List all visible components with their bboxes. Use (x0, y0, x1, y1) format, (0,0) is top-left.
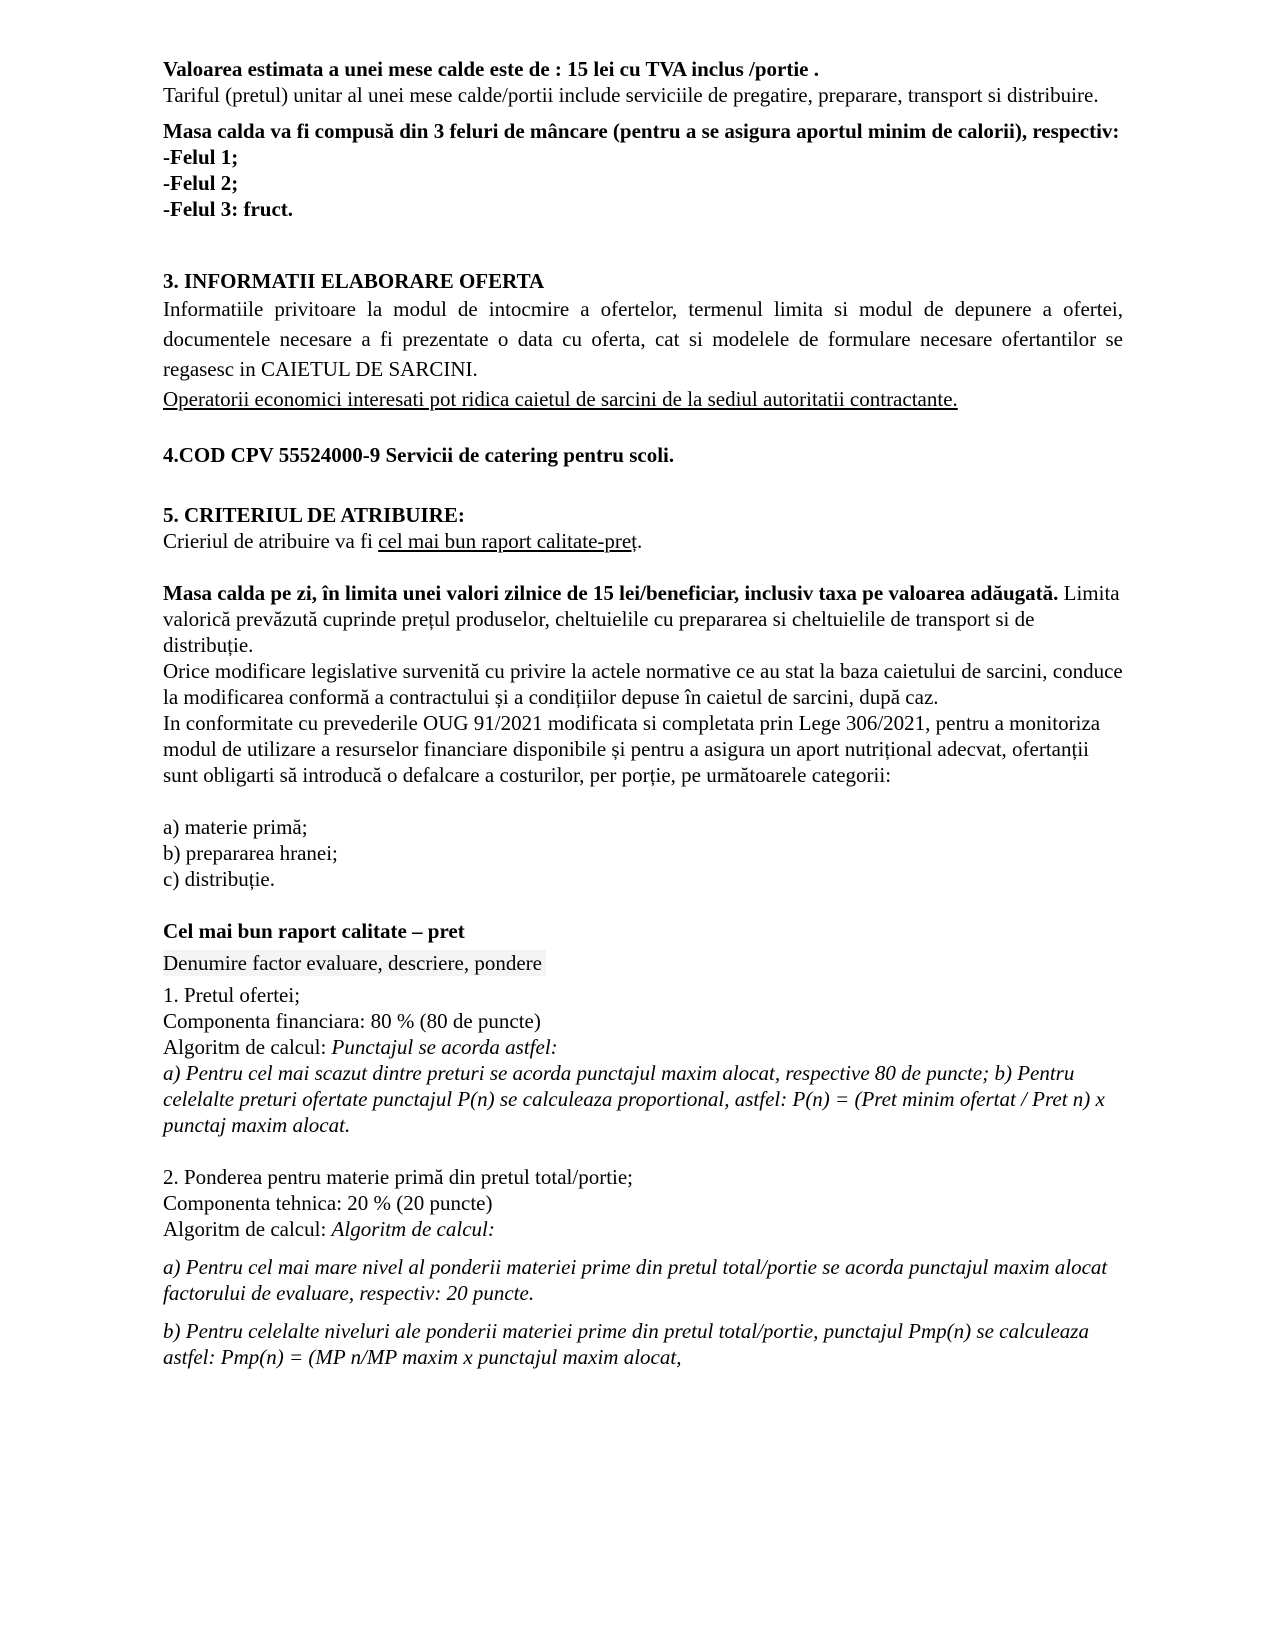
section-3-underlined: Operatorii economici interesati pot ridica caietul de sarcini de la sediul autoritatii contractante. (163, 387, 958, 411)
category-c: c) distribuție. (163, 867, 275, 891)
factor-header: Denumire factor evaluare, descriere, pondere (163, 950, 1123, 976)
section-4-heading: 4.COD CPV 55524000-9 Servicii de catering pentru scoli. (163, 443, 675, 467)
tariff-text: Tariful (pretul) unitar al unei mese calde/portii include serviciile de pregatire, preparare, transport si distribuire. (163, 83, 1099, 107)
document-page (163, 56, 1123, 1370)
course-3: -Felul 3: fruct. (163, 197, 294, 221)
section-3-heading: 3. INFORMATII ELABORARE OFERTA (163, 269, 545, 293)
category-b: b) prepararea hranei; (163, 841, 338, 865)
legislative-text: Orice modificare legislative survenită cu privire la actele normative ce au stat la baza caietului de sarcini, conduce la modificarea conformă a contractului și a condițiilor depuse în caietul de sarcini, după caz. (163, 659, 1123, 709)
factor-1-component: Componenta financiara: 80 % (80 de puncte) (163, 1009, 541, 1033)
factor-2-component: Componenta tehnica: 20 % (20 puncte) (163, 1191, 493, 1215)
criterion-text: Crieriul de atribuire va fi cel mai bun raport calitate-preț. (163, 529, 643, 553)
oug-text: In conformitate cu prevederile OUG 91/2021 modificata si completata prin Lege 306/2021, pentru a monitoriza modul de utilizare a resurselor financiare disponibile și pentru a asigura un aport nutrițional adecvat, ofertanții sunt obligarti să introducă o defalcare a costurilor, per porție, pe următoarele categorii: (163, 711, 1101, 787)
hot-meal-text: Masa calda pe zi, în limita unei valori zilnice de 15 lei/beneficiar, inclusiv taxa pe valoarea adăugată. Limita valorică prevăzută cuprinde prețul produselor, cheltuielile cu prepararea si cheltuielile de transport si de distribuție. (163, 581, 1120, 657)
criterion-link: cel mai bun raport calitate-preț (378, 529, 638, 553)
course-1: -Felul 1; (163, 145, 239, 169)
factor-2-algorithm: Algoritm de calcul: Algoritm de calcul: (163, 1217, 495, 1241)
factor-2-detail-a: a) Pentru cel mai mare nivel al ponderii materiei prime din pretul total/portie se acorda punctajul maxim alocat factorului de evaluare, respectiv: 20 puncte. (163, 1255, 1108, 1305)
factor-1-detail: a) Pentru cel mai scazut dintre preturi se acorda punctajul maxim alocat, respective 80 de puncte; b) Pentru celelalte preturi ofertate punctajul P(n) se calculeaza proportional, astfel: P(n) = (Pret minim ofertat / Pret n) x punctaj maxim alocat. (163, 1061, 1105, 1137)
section-3-text: Informatiile privitoare la modul de intocmire a ofertelor, termenul limita si modul de depunere a ofertei, documentele necesare a fi prezentate o data cu oferta, cat si modelele de formulare necesare ofertantilor se regasesc in CAIETUL DE SARCINI. (163, 297, 1123, 381)
section-5-heading: 5. CRITERIUL DE ATRIBUIRE: (163, 503, 465, 527)
composition-text: Masa calda va fi compusă din 3 feluri de mâncare (pentru a se asigura aportul minim de calorii), respectiv: (163, 119, 1120, 143)
course-2: -Felul 2; (163, 171, 239, 195)
category-a: a) materie primă; (163, 815, 308, 839)
evaluation-heading: Cel mai bun raport calitate – pret (163, 919, 465, 943)
factor-2-detail-b: b) Pentru celelalte niveluri ale ponderii materiei prime din pretul total/portie, punctajul Pmp(n) se calculeaza astfel: Pmp(n) = (MP n/MP maxim x punctajul maxim alocat, (163, 1319, 1089, 1369)
estimated-value: Valoarea estimata a unei mese calde este de : 15 lei cu TVA inclus /portie . (163, 57, 820, 81)
factor-1-algorithm: Algoritm de calcul: Punctajul se acorda astfel: (163, 1035, 558, 1059)
factor-2-title: 2. Ponderea pentru materie primă din pretul total/portie; (163, 1165, 634, 1189)
factor-1-title: 1. Pretul ofertei; (163, 983, 301, 1007)
